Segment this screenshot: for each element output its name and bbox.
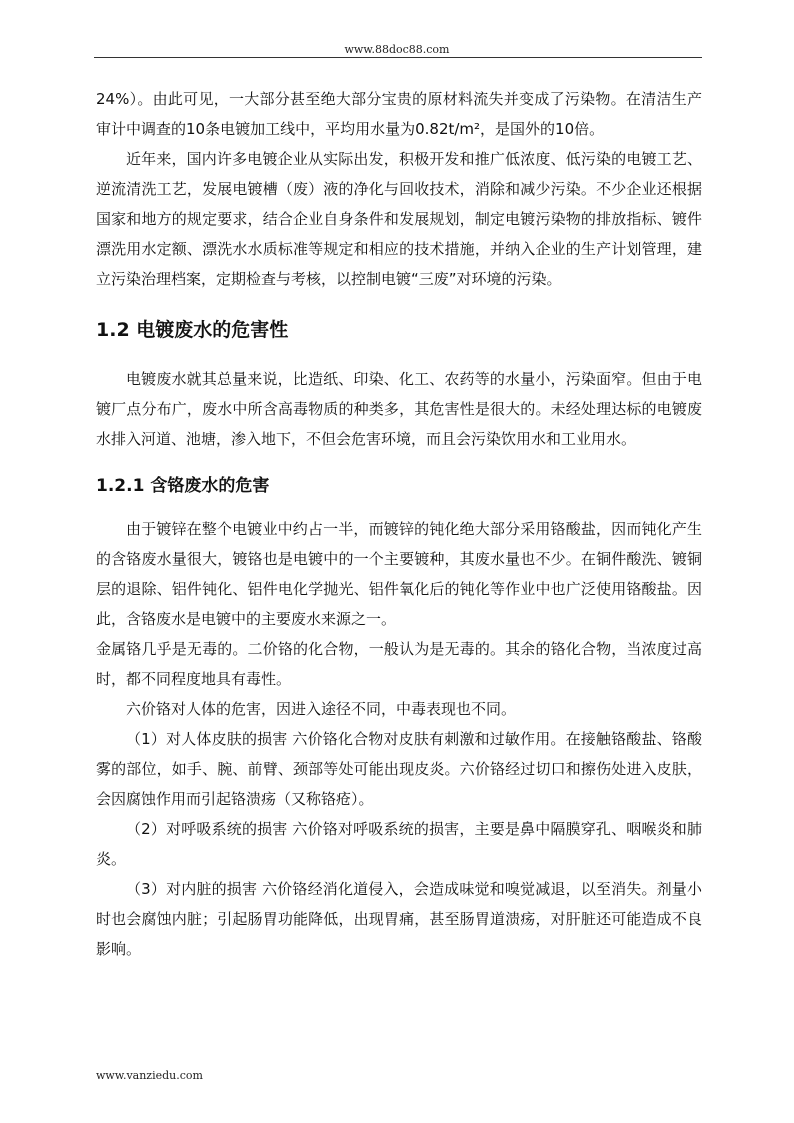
paragraph: 六价铬对人体的危害，因进入途径不同，中毒表现也不同。 xyxy=(126,700,517,718)
document-body xyxy=(96,84,702,964)
list-item: （3）对内脏的损害 六价铬经消化道侵入，会造成味觉和嗅觉减退，以至消失。剂量小时也会腐蚀内脏；引起肠胃功能降低，出现胃痛，甚至肠胃道溃疡，对肝脏还可能造成不良影响。 xyxy=(96,880,702,958)
list-item: （2）对呼吸系统的损害 六价铬对呼吸系统的损害，主要是鼻中隔膜穿孔、咽喉炎和肺炎。 xyxy=(96,820,702,868)
header-url: www.88doc88.com xyxy=(344,43,450,56)
section-heading-1-2: 1.2 电镀废水的危害性 xyxy=(96,319,289,341)
paragraph: 24%）。由此可见，一大部分甚至绝大部分宝贵的原材料流失并变成了污染物。在清洁生产审计中调查的10条电镀加工线中，平均用水量为0.82t/m²，是国外的10倍。 xyxy=(96,90,702,138)
list-item: （1）对人体皮肤的损害 六价铬化合物对皮肤有刺激和过敏作用。在接触铬酸盐、铬酸雾的部位，如手、腕、前臂、颈部等处可能出现皮炎。六价铬经过切口和擦伤处进入皮肤，会因腐蚀作用而引起铬溃疡（又称铬疮）。 xyxy=(96,730,702,808)
paragraph: 近年来，国内许多电镀企业从实际出发，积极开发和推广低浓度、低污染的电镀工艺、逆流清洗工艺，发展电镀槽（废）液的净化与回收技术，消除和减少污染。不少企业还根据国家和地方的规定要求，结合企业自身条件和发展规划，制定电镀污染物的排放指标、镀件漂洗用水定额、漂洗水水质标准等规定和相应的技术措施，并纳入企业的生产计划管理，建立污染治理档案，定期检查与考核，以控制电镀“三废”对环境的污染。 xyxy=(96,150,702,288)
footer-url: www.vanziedu.com xyxy=(96,1069,203,1082)
section-heading-1-2-1: 1.2.1 含铬废水的危害 xyxy=(96,476,270,496)
paragraph: 金属铬几乎是无毒的。二价铬的化合物，一般认为是无毒的。其余的铬化合物，当浓度过高时，都不同程度地具有毒性。 xyxy=(96,640,702,688)
paragraph: 由于镀锌在整个电镀业中约占一半，而镀锌的钝化绝大部分采用铬酸盐，因而钝化产生的含铬废水量很大，镀铬也是电镀中的一个主要镀种，其废水量也不少。在铜件酸洗、镀铜层的退除、铝件钝化、铝件电化学抛光、铝件氧化后的钝化等作业中也广泛使用铬酸盐。因此，含铬废水是电镀中的主要废水来源之一。 xyxy=(96,520,702,628)
header-divider xyxy=(94,57,702,58)
paragraph: 电镀废水就其总量来说，比造纸、印染、化工、农药等的水量小，污染面窄。但由于电镀厂点分布广，废水中所含高毒物质的种类多，其危害性是很大的。未经处理达标的电镀废水排入河道、池塘，渗入地下，不但会危害环境，而且会污染饮用水和工业用水。 xyxy=(96,370,702,448)
